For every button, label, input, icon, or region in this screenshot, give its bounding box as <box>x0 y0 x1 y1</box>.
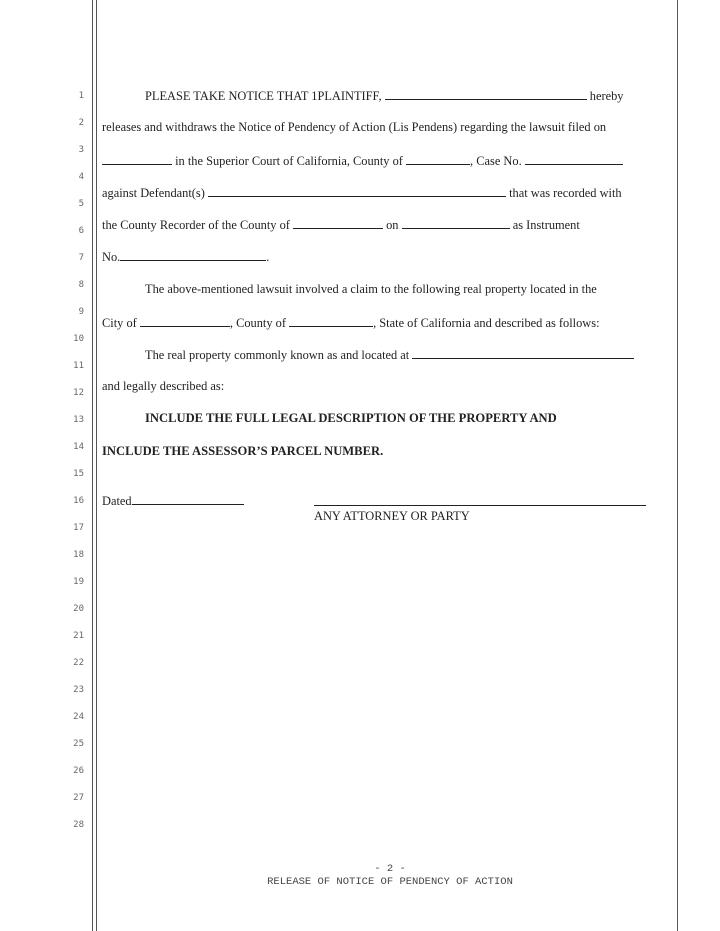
right-margin-rule <box>677 0 678 931</box>
property-address-blank[interactable] <box>412 347 634 359</box>
recording-date-blank[interactable] <box>402 217 510 229</box>
line-number: 7 <box>78 253 84 263</box>
line-number: 28 <box>73 820 84 830</box>
county-blank[interactable] <box>406 153 470 165</box>
text-line: The above-mentioned lawsuit involved a claim to the following real property located in the <box>145 282 597 296</box>
line-number: 23 <box>73 685 84 695</box>
line-number: 24 <box>73 712 84 722</box>
line-number: 2 <box>78 118 84 128</box>
defendant-blank[interactable] <box>208 185 506 197</box>
line-number: 18 <box>73 550 84 560</box>
line-number: 3 <box>78 145 84 155</box>
date-blank[interactable] <box>132 493 244 505</box>
left-margin-rule-outer <box>92 0 93 931</box>
line-number: 19 <box>73 577 84 587</box>
text-line: the County Recorder of the County of on as Instrument <box>102 218 580 232</box>
line-number: 15 <box>73 469 84 479</box>
line-number: 17 <box>73 523 84 533</box>
line-number: 21 <box>73 631 84 641</box>
footer-title: RELEASE OF NOTICE OF PENDENCY OF ACTION <box>267 876 513 888</box>
line-number: 6 <box>78 226 84 236</box>
line-number: 20 <box>73 604 84 614</box>
line-number: 11 <box>73 361 84 371</box>
left-margin-rule-inner <box>96 0 97 931</box>
text-line: PLEASE TAKE NOTICE THAT 1PLAINTIFF, hereby <box>145 89 624 103</box>
line-number: 13 <box>73 415 84 425</box>
text-line: The real property commonly known as and located at <box>145 347 634 362</box>
text-line: releases and withdraws the Notice of Pendency of Action (Lis Pendens) regarding the lawsuit filed on <box>102 120 607 134</box>
filing-date-blank[interactable] <box>102 153 172 165</box>
line-number: 22 <box>73 658 84 668</box>
line-number: 9 <box>78 307 84 317</box>
dated-line: Dated <box>102 493 244 508</box>
text-line: and legally described as: <box>102 379 225 393</box>
line-number: 25 <box>73 739 84 749</box>
text-line: No. . <box>102 250 270 264</box>
page-number: - 2 - <box>374 863 406 875</box>
line-number: 16 <box>73 496 84 506</box>
instrument-number-blank[interactable] <box>120 249 266 261</box>
line-number: 5 <box>78 199 84 209</box>
text-line: in the Superior Court of California, County of , Case No. <box>102 153 623 168</box>
legal-description-instruction: INCLUDE THE FULL LEGAL DESCRIPTION OF THE PROPERTY AND <box>145 411 557 425</box>
case-number-blank[interactable] <box>525 153 623 165</box>
line-number: 14 <box>73 442 84 452</box>
line-number: 26 <box>73 766 84 776</box>
signer-label: ANY ATTORNEY OR PARTY <box>314 509 470 523</box>
parcel-number-instruction: INCLUDE THE ASSESSOR’S PARCEL NUMBER. <box>102 444 384 458</box>
line-number: 4 <box>78 172 84 182</box>
city-blank[interactable] <box>140 315 230 327</box>
text-line: against Defendant(s) that was recorded with <box>102 186 622 200</box>
recorder-county-blank[interactable] <box>293 217 383 229</box>
line-number: 27 <box>73 793 84 803</box>
line-number: 12 <box>73 388 84 398</box>
signature-line[interactable] <box>314 505 646 506</box>
text-line: City of , County of , State of California and described as follows: <box>102 316 600 330</box>
plaintiff-blank[interactable] <box>385 88 587 100</box>
property-county-blank[interactable] <box>289 315 373 327</box>
line-number: 8 <box>78 280 84 290</box>
line-number: 10 <box>73 334 84 344</box>
line-number: 1 <box>78 91 84 101</box>
